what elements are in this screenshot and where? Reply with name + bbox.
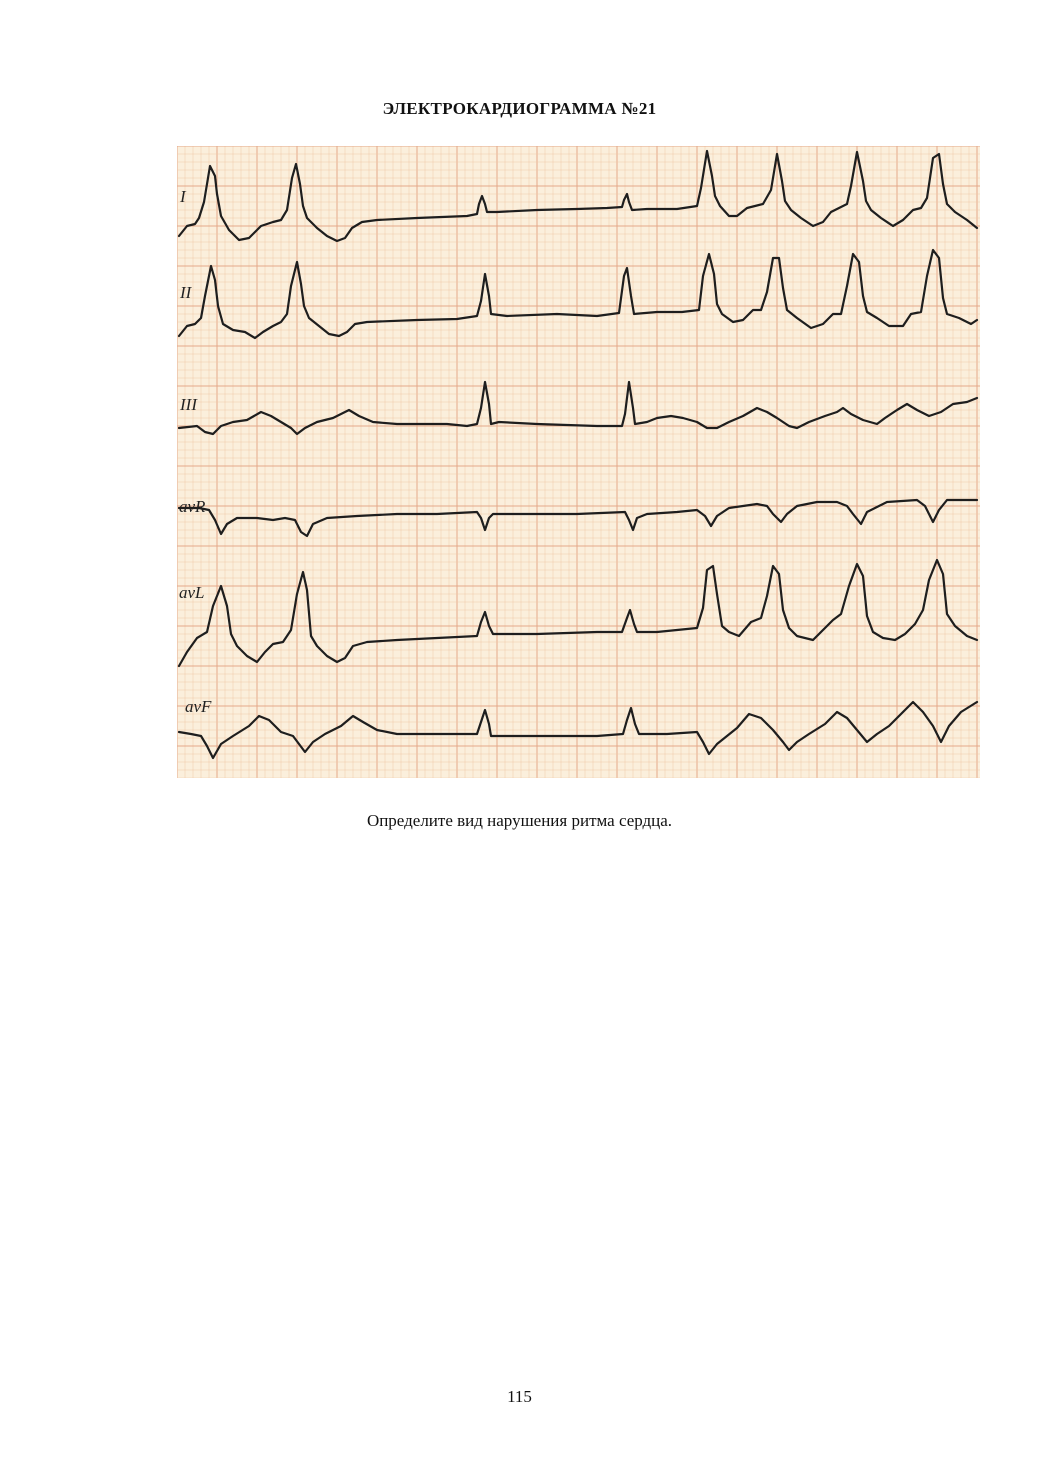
ecg-strip bbox=[177, 146, 980, 778]
lead-label-aVF: avF bbox=[185, 697, 212, 716]
page-number: 115 bbox=[507, 1387, 532, 1406]
ecg-grid bbox=[177, 146, 980, 778]
lead-label-aVL: avL bbox=[179, 583, 205, 602]
lead-label-aVR: avR bbox=[179, 497, 206, 516]
lead-label-I: I bbox=[180, 187, 186, 206]
lead-label-III: III bbox=[180, 395, 197, 414]
lead-label-II: II bbox=[180, 283, 192, 302]
ecg-tracing-figure bbox=[177, 146, 980, 778]
document-title: ЭЛЕКТРОКАРДИОГРАММА №21 bbox=[382, 99, 657, 118]
question-caption: Определите вид нарушения ритма сердца. bbox=[366, 811, 673, 830]
